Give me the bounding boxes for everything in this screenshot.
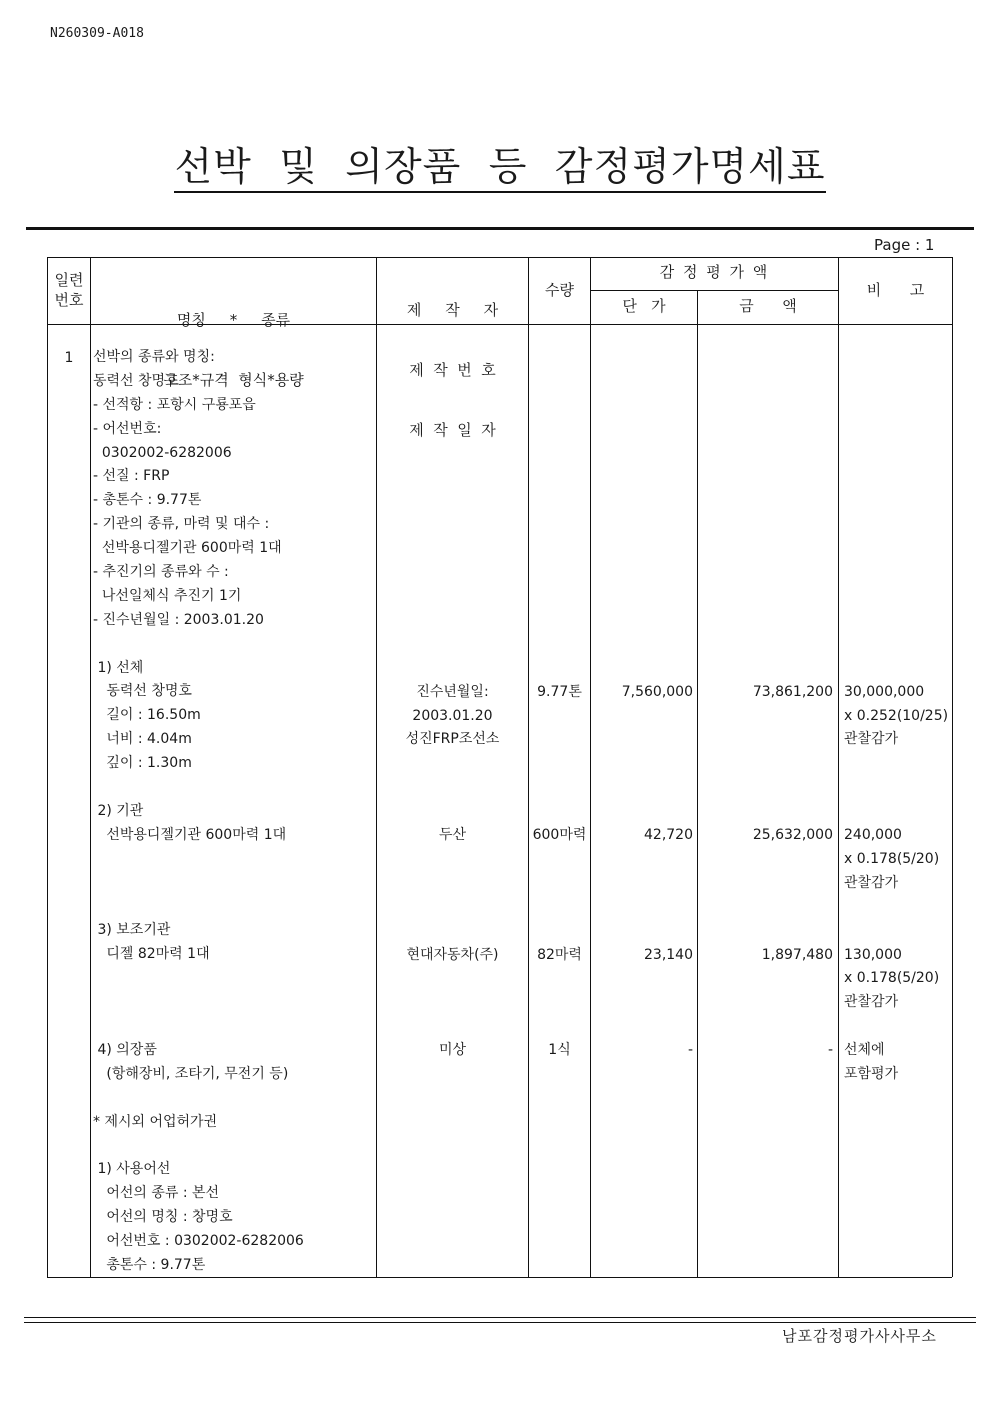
col-border xyxy=(838,257,839,1277)
header-quantity: 수량 xyxy=(545,281,574,299)
description-line: 4) 의장품 xyxy=(93,1041,157,1058)
description-line: 선박의 종류와 명칭: xyxy=(93,349,215,365)
description-line: * 제시외 어업허가권 xyxy=(93,1113,218,1130)
amount-value: 25,632,000 xyxy=(752,827,833,843)
table-top-border xyxy=(47,257,952,258)
description-line xyxy=(93,967,375,991)
maker-line: 현대자동차(주) xyxy=(406,946,499,963)
description-line xyxy=(93,633,375,657)
description-line: - 선적항 : 포항시 구룡포읍 xyxy=(93,396,256,413)
quantity-value: 82마력 xyxy=(537,946,582,963)
header-serial: 일련 번호 xyxy=(54,271,84,309)
remarks-line: x 0.252(10/25) xyxy=(844,707,949,724)
page-title: 선박 및 의장품 등 감정평가명세표 xyxy=(0,136,1000,192)
remarks-line: 선체에 xyxy=(844,1042,885,1059)
page-number: Page : 1 xyxy=(874,236,935,254)
top-rule xyxy=(26,227,974,230)
maker-line: 두산 xyxy=(438,827,467,843)
remarks-line: x 0.178(5/20) xyxy=(844,970,940,987)
description-line: - 기관의 종류, 마력 및 대수 : xyxy=(93,516,270,533)
footer-rule xyxy=(24,1317,976,1318)
description-line xyxy=(93,872,375,896)
office-name: 남포감정평가사사무소 xyxy=(782,1327,937,1345)
description-line: 깊이 : 1.30m xyxy=(93,755,192,772)
remarks-line: 관찰감가 xyxy=(844,731,899,748)
description-line: 동력선 창명호 xyxy=(93,683,192,700)
description-line: 3) 보조기관 xyxy=(93,922,171,939)
header-appraisal: 감 정 평 가 액 xyxy=(659,263,770,281)
description-line: 1) 선체 xyxy=(93,659,144,676)
maker-line: 진수년월일: xyxy=(416,683,489,700)
description-line: 1) 사용어선 xyxy=(93,1161,171,1178)
description-line: - 추진기의 종류와 수 : xyxy=(93,564,229,581)
description-line: 선박용디젤기관 600마력 1대 xyxy=(93,540,282,557)
description-line xyxy=(93,1087,375,1111)
col-border xyxy=(528,257,529,1277)
description-line: 0302002-6282006 xyxy=(93,444,232,461)
remarks-line: 130,000 xyxy=(844,946,902,963)
unit-price-value: 23,140 xyxy=(644,946,693,963)
description-line xyxy=(93,991,375,1015)
amount-value: 73,861,200 xyxy=(752,683,833,700)
description-line: - 어선번호: xyxy=(93,420,162,437)
remarks-line: 관찰감가 xyxy=(844,874,899,891)
description-line: 어선번호 : 0302002-6282006 xyxy=(93,1232,304,1249)
description-line xyxy=(93,895,375,919)
description-line: - 진수년월일 : 2003.01.20 xyxy=(93,611,264,628)
amount-value: 1,897,480 xyxy=(761,946,833,963)
description-line: (항해장비, 조타기, 무전기 등) xyxy=(93,1065,289,1082)
quantity-value: 1식 xyxy=(548,1042,571,1059)
remarks-line: 포함평가 xyxy=(844,1066,899,1082)
description-line: 동력선 창명호 xyxy=(93,372,179,389)
col-border xyxy=(697,290,698,1277)
description-line: 2) 기관 xyxy=(93,802,144,819)
description-column xyxy=(93,346,375,1278)
description-line: 디젤 82마력 1대 xyxy=(93,946,210,963)
description-line: 어선의 종류 : 본선 xyxy=(93,1185,220,1202)
col-border xyxy=(47,257,48,1277)
description-line: - 총톤수 : 9.77톤 xyxy=(93,492,202,509)
unit-price-value: - xyxy=(687,1042,693,1059)
header-remarks: 비 고 xyxy=(866,281,925,299)
col-border xyxy=(952,257,953,1277)
serial-number: 1 xyxy=(64,350,74,366)
header-maker: 제 작 자 제 작 번 호 제 작 일 자 xyxy=(406,301,499,439)
unit-price-value: 7,560,000 xyxy=(621,683,693,700)
maker-line: 2003.01.20 xyxy=(412,707,493,724)
header-unit-price: 단 가 xyxy=(622,297,666,315)
amount-value: - xyxy=(827,1042,833,1059)
description-line xyxy=(93,1015,375,1039)
description-line: 선박용디젤기관 600마력 1대 xyxy=(93,826,287,843)
remarks-line: 240,000 xyxy=(844,827,902,843)
maker-line: 성진FRP조선소 xyxy=(405,731,500,748)
footer-rule xyxy=(24,1322,976,1323)
remarks-line: x 0.178(5/20) xyxy=(844,850,940,867)
col-border xyxy=(590,257,591,1277)
document-id: N260309-A018 xyxy=(50,26,144,41)
remarks-line: 30,000,000 xyxy=(844,683,925,700)
description-line: 어선의 명칭 : 창명호 xyxy=(93,1209,233,1226)
maker-line: 미상 xyxy=(438,1042,467,1059)
header-name: 명칭 * 종류 구조*규격 형식*용량 xyxy=(163,311,304,389)
unit-price-value: 42,720 xyxy=(644,827,693,843)
description-line: - 선질 : FRP xyxy=(93,468,170,485)
description-line xyxy=(93,1134,375,1158)
description-line xyxy=(93,848,375,872)
description-line: 길이 : 16.50m xyxy=(93,707,201,724)
quantity-value: 600마력 xyxy=(532,827,587,843)
remarks-line: 관찰감가 xyxy=(844,994,899,1011)
description-line: 너비 : 4.04m xyxy=(93,731,192,748)
description-line xyxy=(93,776,375,800)
description-line: 나선일체식 추진기 1기 xyxy=(93,587,242,604)
header-amount: 금 액 xyxy=(739,297,797,315)
quantity-value: 9.77톤 xyxy=(537,683,582,700)
appraisal-sub-border xyxy=(590,290,838,291)
description-line: 총톤수 : 9.77톤 xyxy=(93,1256,206,1273)
